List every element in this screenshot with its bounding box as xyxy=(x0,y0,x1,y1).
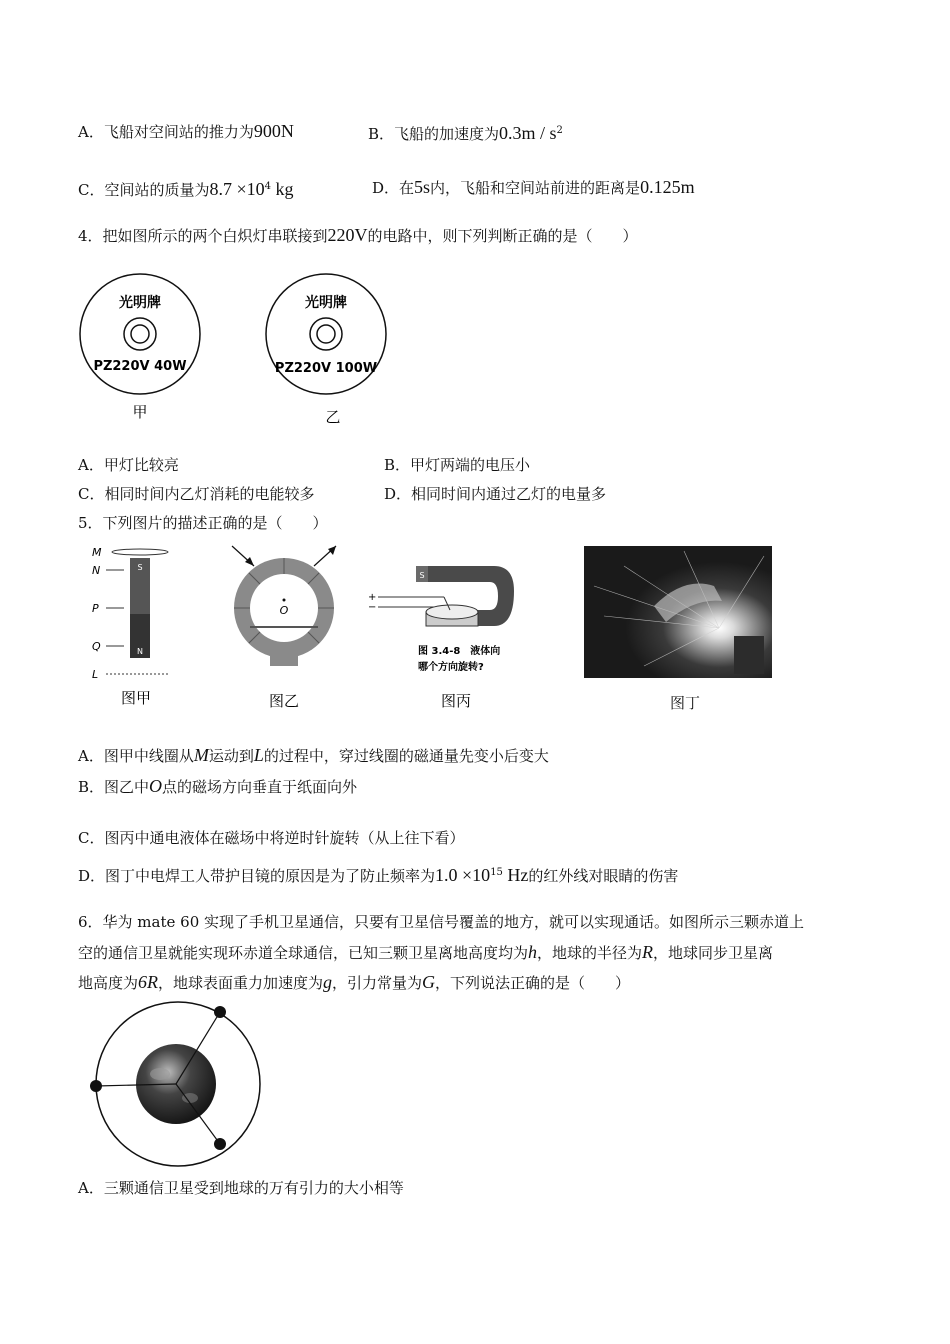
svg-text:图 3.4-8 液体向: 图 3.4-8 液体向 xyxy=(418,646,501,657)
svg-text:N: N xyxy=(92,564,101,577)
lamp-jia-spec: PZ220V 40W xyxy=(93,359,187,374)
q6-option-a: A．三颗通信卫星受到地球的万有引力的大小相等 xyxy=(78,1179,404,1197)
svg-text:+: + xyxy=(368,592,377,603)
q3-option-b-value: 0.3m / s xyxy=(499,123,557,143)
q5-stem: 5．下列图片的描述正确的是（ ） xyxy=(78,514,328,532)
satellite-3 xyxy=(214,1138,226,1150)
svg-text:S: S xyxy=(137,563,143,572)
fig-jia xyxy=(88,540,198,715)
svg-text:L: L xyxy=(92,668,99,681)
lamp-figure xyxy=(78,272,398,432)
q4-option-a: A．甲灯比较亮 xyxy=(78,456,179,474)
svg-text:S: S xyxy=(419,571,425,580)
lamp-yi xyxy=(266,274,386,426)
svg-text:M: M xyxy=(92,546,102,559)
satellite-2 xyxy=(90,1080,102,1092)
q4-stem: 4．把如图所示的两个白炽灯串联接到220V的电路中，则下列判断正确的是（ ） xyxy=(78,225,638,245)
q3-option-c-value: 8.7 ×10 xyxy=(209,179,265,199)
lamp-yi-caption: 乙 xyxy=(325,408,341,426)
point-o: O xyxy=(279,604,289,617)
q3-option-c: C．空间站的质量为$8.7 \times 10^4$ kg xyxy=(78,179,294,199)
fig-yi xyxy=(228,540,348,715)
satellite-1 xyxy=(214,1006,226,1018)
fig-yi-caption: 图乙 xyxy=(268,692,300,710)
q4-option-d: D．相同时间内通过乙灯的电量多 xyxy=(384,485,607,503)
q3-option-a: A．飞船对空间站的推力为900N xyxy=(78,121,294,141)
q6-stem-line3: 地高度为6R，地球表面重力加速度为g，引力常量为G，下列说法正确的是（ ） xyxy=(78,972,631,992)
q3-option-a-value: 900N xyxy=(253,121,294,141)
svg-text:P: P xyxy=(92,602,99,615)
fig-ding-caption: 图丁 xyxy=(669,694,700,712)
q5-option-d: D．图丁中电焊工人带护目镜的原因是为了防止频率为$1.0 \times 10^{15}$ Hz的红外线对眼睛的伤害 xyxy=(78,865,679,885)
lamp-jia xyxy=(80,274,200,421)
q5-option-a: A．图甲中线圈从M运动到L的过程中，穿过线圈的磁通量先变小后变大 xyxy=(78,745,549,765)
q4-option-b: B．甲灯两端的电压小 xyxy=(384,456,531,474)
welding-photo xyxy=(584,546,772,678)
satellite-figure xyxy=(86,1000,266,1160)
coil-m xyxy=(112,549,168,555)
fig-bing xyxy=(364,546,524,714)
lamp-jia-brand: 光明牌 xyxy=(119,295,161,311)
fig-bing-caption: 图丙 xyxy=(440,692,472,710)
lamp-jia-caption: 甲 xyxy=(132,403,148,421)
q6-stem-line2: 空的通信卫星就能实现环赤道全球通信，已知三颗卫星离地高度均为h，地球的半径为R，地球同步卫星离 xyxy=(78,942,774,962)
svg-text:Q: Q xyxy=(92,640,101,653)
q6-stem-line1: 6．华为 mate 60 实现了手机卫星通信，只要有卫星信号覆盖的地方，就可以实现通话。如图所示三颗赤道上 xyxy=(78,913,805,931)
q3-option-b: B．飞船的加速度为$0.3m / s^2$ xyxy=(368,123,563,143)
q5-option-c: C．图丙中通电液体在磁场中将逆时针旋转（从上往下看） xyxy=(78,829,465,847)
svg-text:哪个方向旋转?: 哪个方向旋转? xyxy=(418,662,484,673)
lamp-yi-brand: 光明牌 xyxy=(305,295,347,311)
q4-option-c: C．相同时间内乙灯消耗的电能较多 xyxy=(78,485,315,503)
fig-jia-caption: 图甲 xyxy=(120,689,152,707)
lamp-yi-spec: PZ220V 100W xyxy=(274,361,378,376)
svg-text:N: N xyxy=(137,647,143,656)
q3-option-d: D．在5s内，飞船和空间站前进的距离是0.125m xyxy=(372,177,695,197)
svg-text:−: − xyxy=(368,602,377,613)
q5-option-b: B．图乙中O点的磁场方向垂直于纸面向外 xyxy=(78,776,358,796)
